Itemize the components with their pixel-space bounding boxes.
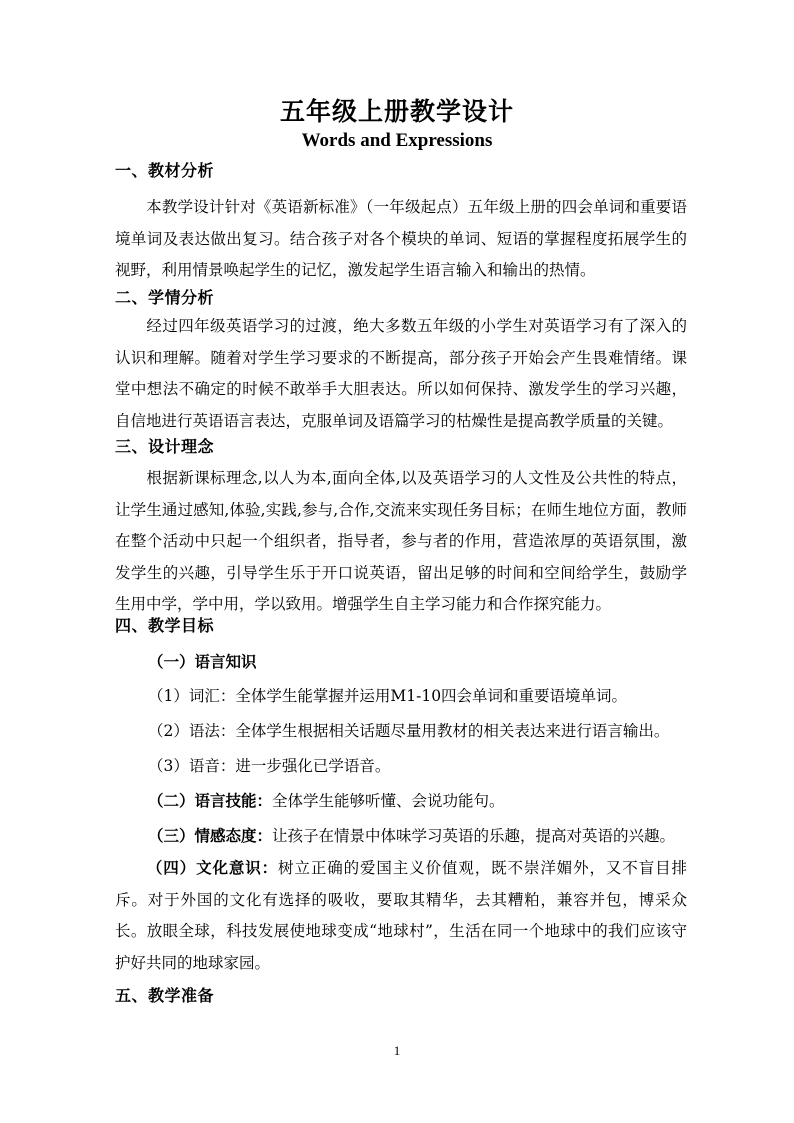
label-text: 让孩子在情景中体味学习英语的乐趣，提高对英语的兴趣。: [272, 827, 676, 845]
label-text: 全体学生能够听懂、会说功能句。: [272, 792, 505, 810]
paragraph-text: 经过四年级英语学习的过渡，绝大多数五年级的小学生对英语学习有了深入的认识和理解。随着对学生学习要求的不断提高，部分孩子开始会产生畏难情绪。课堂中想法不确定的时候不敢举手大胆表达。所以如何保持、激发学生的学习兴趣，自信地进行英语语言表达，克服单词及语篇学习的枯燥性是提高教学质量的关键。: [115, 317, 687, 430]
objective-vocabulary: （1）词汇：全体学生能掌握并运用M1-10四会单词和重要语境单词。: [148, 687, 628, 705]
objective-grammar: （2）语法：全体学生根据相关话题尽量用教材的相关表达来进行语言输出。: [148, 722, 670, 740]
section-heading-preparation: 五、教学准备: [115, 986, 215, 1005]
objective-skills: [148, 791, 505, 811]
objective-knowledge-label: [148, 652, 257, 672]
label-bold: （一）语言知识: [148, 652, 257, 671]
section-paragraph-concept: [115, 463, 687, 621]
label-bold: （二）语言技能：: [148, 791, 273, 810]
label-bold: （三）情感态度：: [148, 826, 273, 845]
section-paragraph-analysis: [115, 192, 687, 287]
section-heading-concept: 三、设计理念: [115, 437, 215, 456]
document-subtitle: Words and Expressions: [301, 130, 493, 151]
section-paragraph-students: [115, 311, 687, 437]
paragraph-text: 根据新课标理念,以人为本,面向全体,以及英语学习的人文性及公共性的特点，让学生通过感知,体验,实践,参与,合作,交流来实现任务目标；在师生地位方面，教师在整个活动中只起一个组织者，指导者，参与者的作用，营造浓厚的英语氛围，激发学生的兴趣，引导学生乐于开口说英语，留出足够的时间和空间给学生，鼓励学生用中学，学中用，学以致用。增强学生自主学习能力和合作探究能力。: [115, 469, 687, 613]
page-number: 1: [393, 1043, 401, 1058]
objective-phonetics: （3）语音：进一步强化已学语音。: [148, 757, 391, 775]
document-title: 五年级上册教学设计: [279, 97, 514, 126]
label-bold: （四）文化意识：: [146, 858, 279, 877]
section-heading-objectives: 四、教学目标: [115, 616, 215, 635]
objective-attitude: [148, 826, 675, 846]
paragraph-text: 树立正确的爱国主义价值观，既不崇洋媚外，又不盲目排斥。对于外国的文化有选择的吸收，要取其精华，去其糟粕，兼容并包，博采众长。放眼全球，科技发展使地球变成“地球村”，生活在同一个地球中的我们应该守护好共同的地球家园。: [115, 859, 687, 972]
section-heading-analysis: 一、教材分析: [115, 161, 215, 180]
objective-culture: [115, 852, 687, 979]
paragraph-text: 本教学设计针对《英语新标准》（一年级起点）五年级上册的四会单词和重要语境单词及表达做出复习。结合孩子对各个模块的单词、短语的掌握程度拓展学生的视野，利用情景唤起学生的记忆，激发起学生语言输入和输出的热情。: [115, 198, 687, 279]
section-heading-students: 二、学情分析: [115, 288, 215, 307]
